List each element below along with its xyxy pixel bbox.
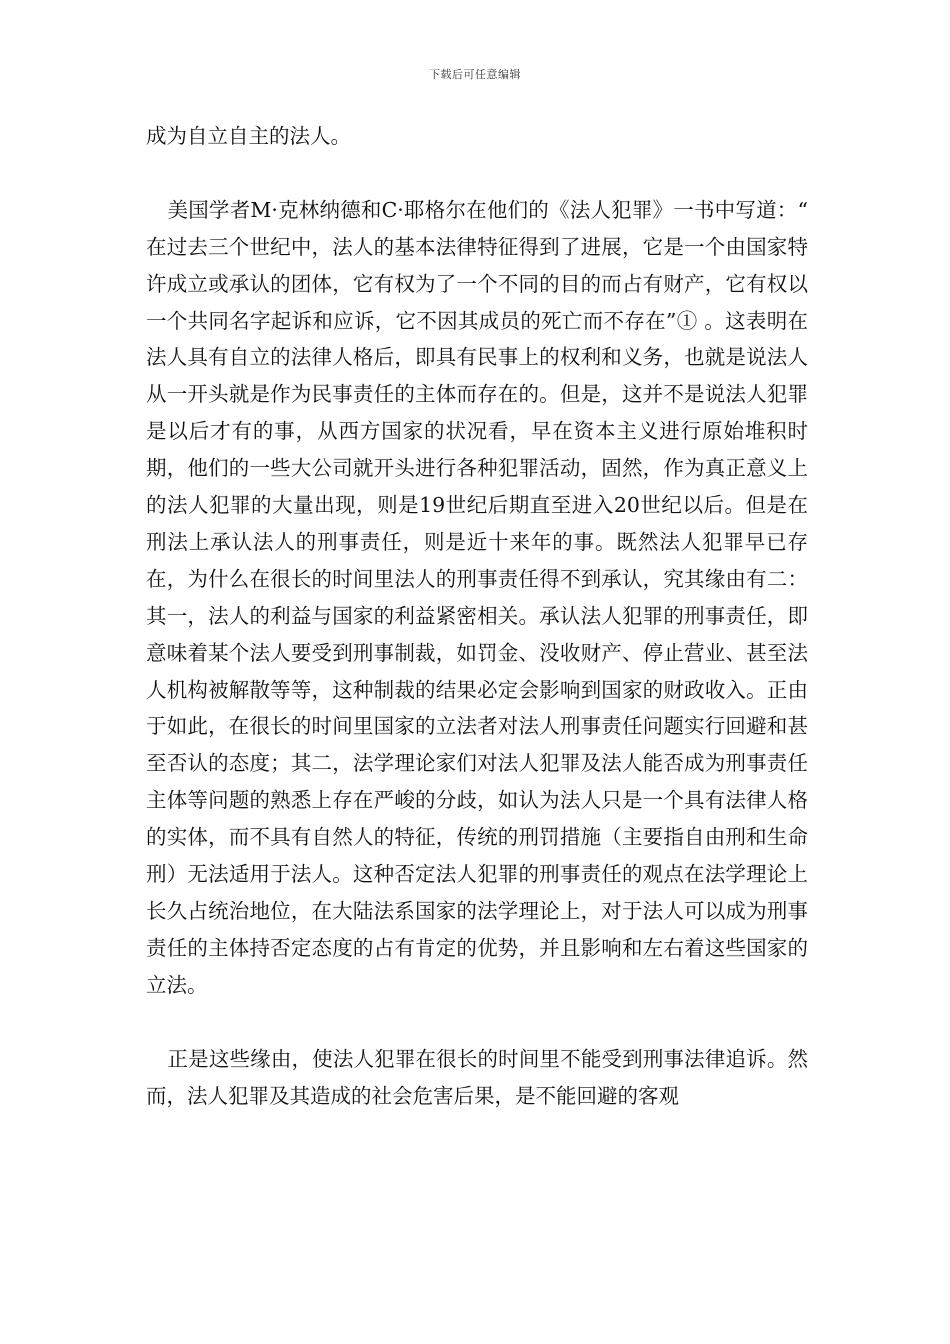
paragraph-final: 正是这些缘由，使法人犯罪在很长的时间里不能受到刑事法律追诉。然而，法人犯罪及其造成的社会危害后果，是不能回避的客观 [146,1046,808,1108]
paragraph-spacer [146,1004,808,1041]
paragraph-main: 美国学者M·克林纳德和C·耶格尔在他们的《法人犯罪》一书中写道：“ 在过去三个世纪中，法人的基本法律特征得到了进展，它是一个由国家特许成立或承认的团体，它有权为了一个不同的目的而占有财产，它有权以一个共同名字起诉和应诉，它不因其成员的死亡而不存在”① 。这表明在法人具有自立的法律人格后，即具有民事上的权利和义务，也就是说法人从一开头就是作为民事责任的主体而存在的。但是，这并不是说法人犯罪是以后才有的事，从西方国家的状况看，早在资本主义进行原始堆积时期，他们的一些大公司就开头进行各种犯罪活动，固然，作为真正意义上的法人犯罪的大量出现，则是19世纪后期直至进入20世纪以后。但是在刑法上承认法人的刑事责任，则是近十来年的事。既然法人犯罪早已存在，为什么在很长的时间里法人的刑事责任得不到承认，究其缘由有二：其一，法人的利益与国家的利益紧密相关。承认法人犯罪的刑事责任，即意味着某个法人要受到刑事制裁，如罚金、没收财产、停止营业、甚至法人机构被解散等等，这种制裁的结果必定会影响到国家的财政收入。正由于如此，在很长的时间里国家的立法者对法人刑事责任问题实行回避和甚至否认的态度；其二，法学理论家们对法人犯罪及法人能否成为刑事责任主体等问题的熟悉上存在严峻的分歧，如认为法人只是一个具有法律人格的实体，而不具有自然人的特征，传统的刑罚措施（主要指自由刑和生命刑）无法适用于法人。这种否定法人犯罪的刑事责任的观点在法学理论上长久占统治地位，在大陆法系国家的法学理论上，对于法人可以成为刑事责任的主体持否定态度的占有肯定的优势，并且影响和左右着这些国家的立法。 [146,197,808,997]
paragraph-spacer [146,155,808,192]
paragraph-continuation: 成为自立自主的法人。 [146,124,351,148]
document-body [146,118,808,1114]
page-header: 下载后可任意编辑 [429,68,521,81]
